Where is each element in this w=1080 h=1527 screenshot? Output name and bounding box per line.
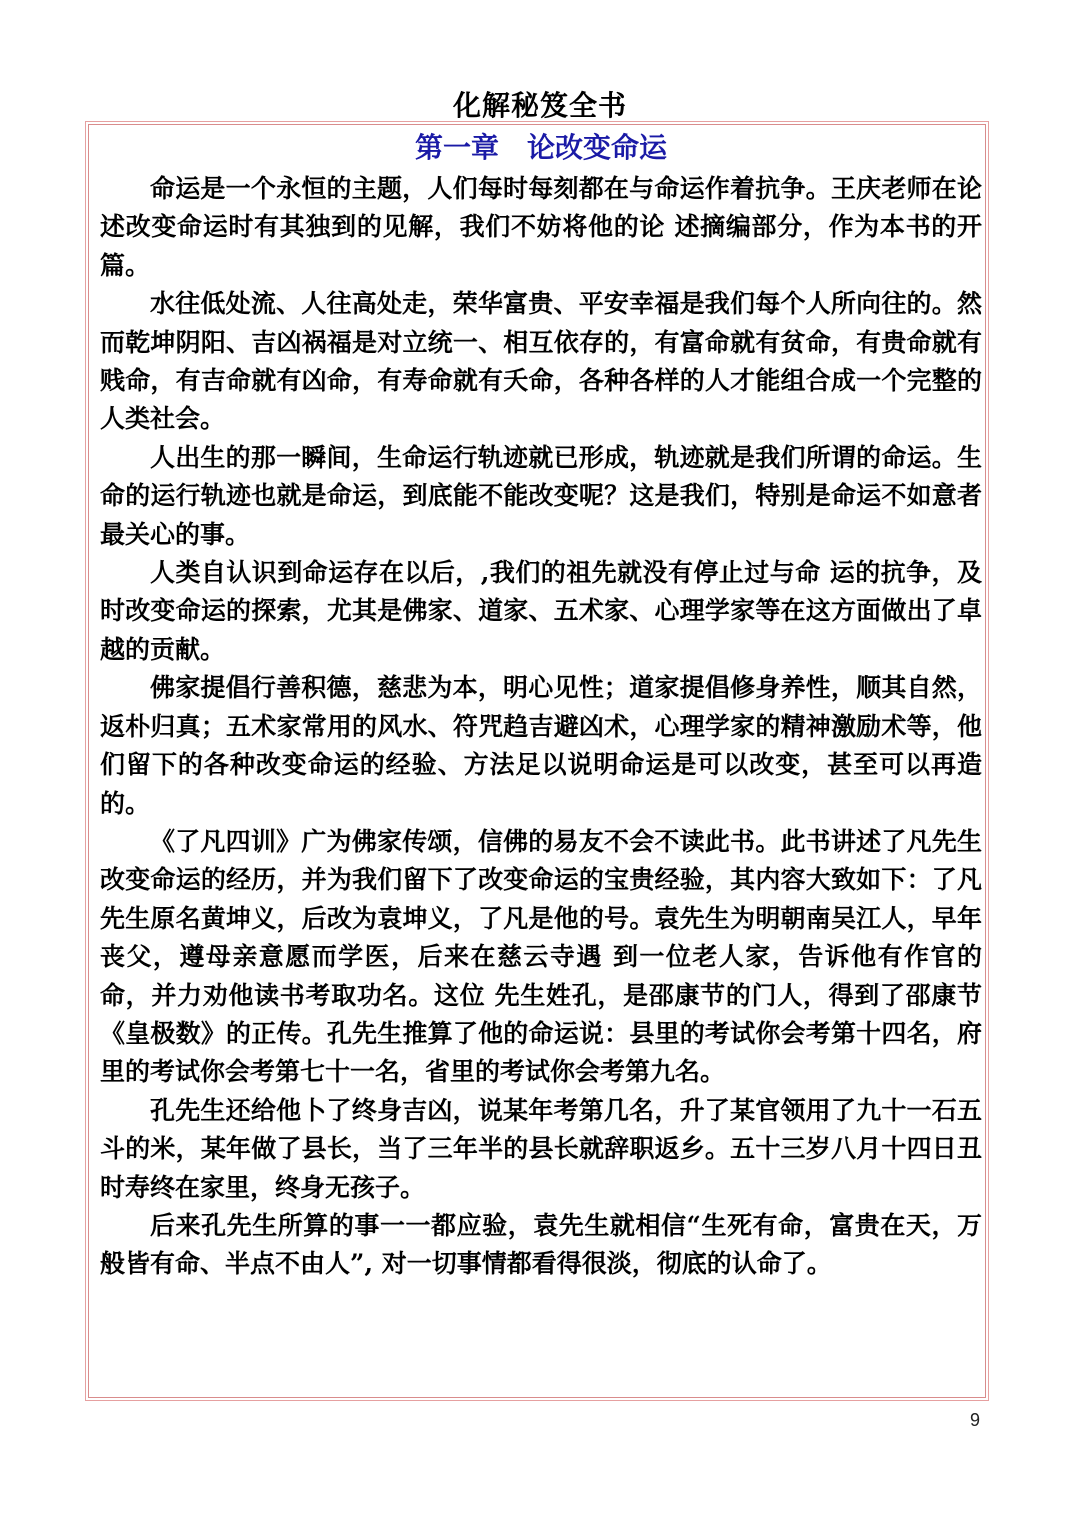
page-number: 9	[969, 1410, 980, 1430]
paragraph: 人出生的那一瞬间，生命运行轨迹就已形成，轨迹就是我们所谓的命运。生命的运行轨迹也就是命运，到底能不能改变呢？这是我们，特别是命运不如意者最关心的事。	[100, 442, 982, 549]
paragraph: 《了凡四训》广为佛家传颂，信佛的易友不会不读此书。此书讲述了凡先生改变命运的经历，并为我们留下了改变命运的宝贵经验，其内容大致如下：了凡先生原名黄坤义，后改为袁坤义，了凡是他的号。袁先生为明朝南吴江人，早年丧父，遵母亲意愿而学医，后来在慈云寺遇 到一位老人家，告诉他有作官的命，并力劝他读书考取功名。这位 先生姓孔，是邵康节的门人，得到了邵康节《皇极数》的正传。孔先生推算了他的命运说：县里的考试你会考第十四名，府里的考试你会考第七十一名，省里的考试你会考第九名。	[100, 826, 982, 1087]
chapter-title: 第一章 论改变命运	[414, 131, 667, 164]
paragraph: 后来孔先生所算的事一一都应验，袁先生就相信“生死有命，富贵在天，万般皆有命、半点不由人”, 对一切事情都看得很淡，彻底的认命了。	[100, 1210, 982, 1279]
book-title: 化解秘笈全书	[452, 89, 627, 122]
paragraph: 孔先生还给他卜了终身吉凶，说某年考第几名，升了某官领用了九十一石五斗的米，某年做了县长，当了三年半的县长就辞职返乡。五十三岁八月十四日丑时寿终在家里，终身无孩子。	[100, 1095, 982, 1202]
paragraph: 佛家提倡行善积德，慈悲为本，明心见性；道家提倡修身养性，顺其自然，返朴归真；五术家常用的风水、符咒趋吉避凶术，心理学家的精神激励术等，他们留下的各种改变命运的经验、方法足以说明命运是可以改变，甚至可以再造的。	[100, 673, 982, 818]
paragraph: 命运是一个永恒的主题，人们每时每刻都在与命运作着抗争。王庆老师在论述改变命运时有其独到的见解，我们不妨将他的论 述摘编部分，作为本书的开篇。	[100, 174, 982, 280]
chapter-content	[100, 128, 982, 1284]
paragraph: 水往低处流、人往高处走，荣华富贵、平安幸福是我们每个人所向往的。然而乾坤阴阳、吉凶祸福是对立统一、相互依存的，有富命就有贫命，有贵命就有贱命，有吉命就有凶命，有寿命就有夭命，各种各样的人才能组合成一个完整的人类社会。	[100, 289, 982, 434]
paragraph: 人类自认识到命运存在以后，,我们的祖先就没有停止过与命 运的抗争，及时改变命运的探索，尤其是佛家、道家、五术家、心理学家等在这方面做出了卓越的贡献。	[100, 558, 982, 664]
